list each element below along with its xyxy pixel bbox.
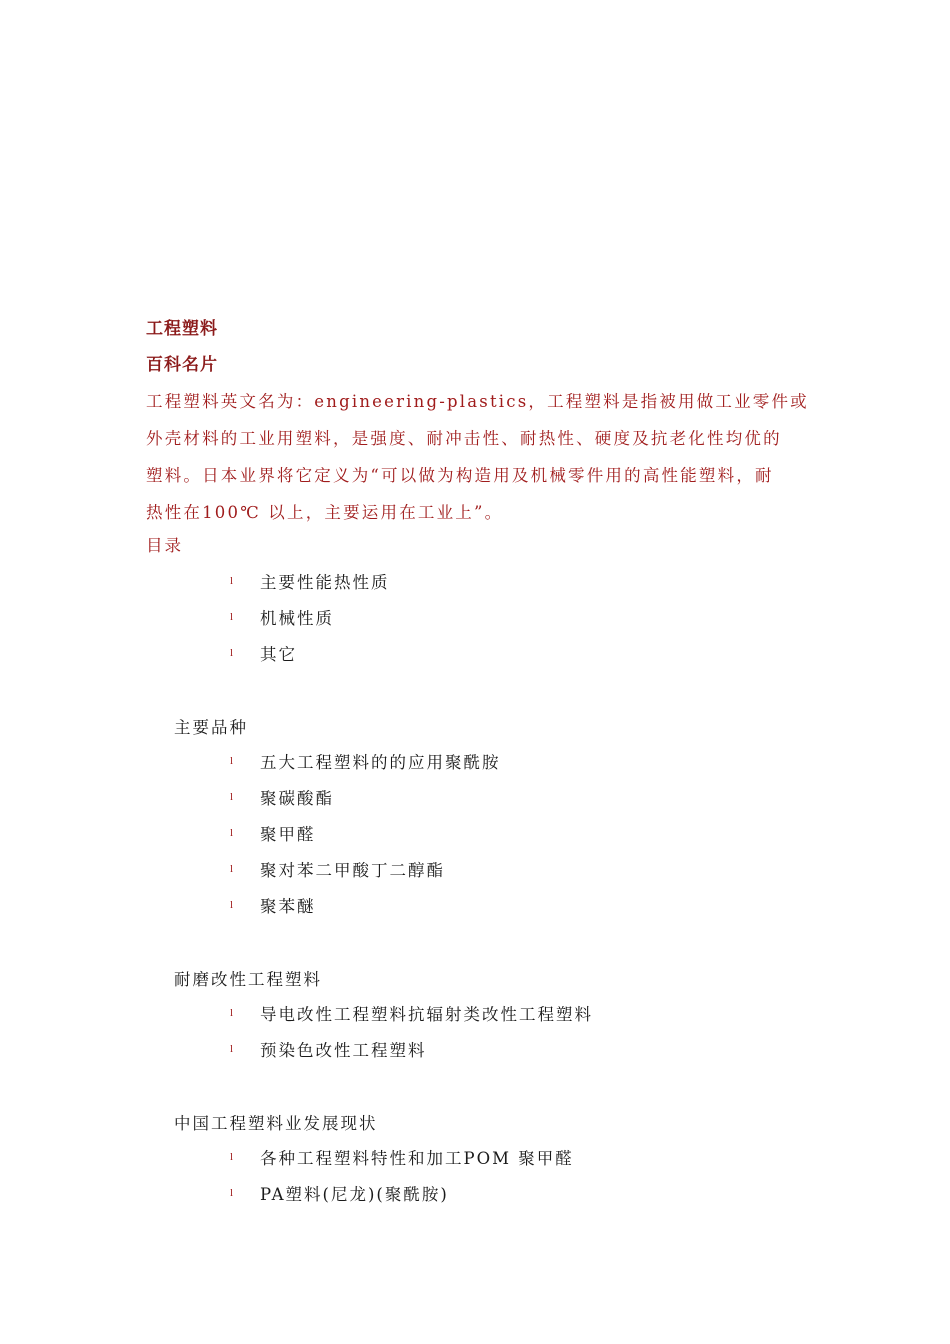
bullet-icon: l bbox=[230, 791, 234, 803]
bullet-icon: l bbox=[230, 1007, 234, 1019]
list-item[interactable] bbox=[230, 786, 334, 808]
toc-item-label: 机械性质 bbox=[260, 609, 334, 628]
bullet-icon: l bbox=[230, 899, 234, 911]
list-item-label: 聚碳酸酯 bbox=[260, 789, 334, 808]
list-item[interactable] bbox=[230, 822, 316, 844]
list-item[interactable] bbox=[230, 1146, 574, 1168]
list-item-label: 聚甲醛 bbox=[260, 825, 316, 844]
section-title[interactable]: 耐磨改性工程塑料 bbox=[174, 970, 322, 989]
section-title[interactable]: 主要品种 bbox=[174, 718, 248, 737]
list-item-label: 各种工程塑料特性和加工POM 聚甲醛 bbox=[260, 1149, 574, 1168]
toc-item[interactable] bbox=[230, 570, 390, 592]
list-item[interactable] bbox=[230, 1038, 427, 1060]
list-item-label: 五大工程塑料的的应用聚酰胺 bbox=[260, 753, 501, 772]
toc-item-label: 其它 bbox=[260, 645, 297, 664]
list-item[interactable] bbox=[230, 1002, 593, 1024]
bullet-icon: l bbox=[230, 1187, 234, 1199]
bullet-icon: l bbox=[230, 1043, 234, 1055]
list-item-label: 聚苯醚 bbox=[260, 897, 316, 916]
list-item-label: 导电改性工程塑料抗辐射类改性工程塑料 bbox=[260, 1005, 593, 1024]
list-item[interactable] bbox=[230, 1182, 449, 1204]
section-title[interactable]: 中国工程塑料业发展现状 bbox=[174, 1114, 378, 1133]
bullet-icon: l bbox=[230, 863, 234, 875]
list-item[interactable] bbox=[230, 858, 445, 880]
list-item-label: PA塑料(尼龙)(聚酰胺) bbox=[260, 1185, 449, 1204]
list-item-label: 聚对苯二甲酸丁二醇酯 bbox=[260, 861, 445, 880]
toc-item[interactable] bbox=[230, 642, 297, 664]
toc-item-label: 主要性能热性质 bbox=[260, 573, 390, 592]
list-item[interactable] bbox=[230, 894, 316, 916]
intro-line: 外壳材料的工业用塑料，是强度、耐冲击性、耐热性、硬度及抗老化性均优的 bbox=[146, 429, 782, 448]
bullet-icon: l bbox=[230, 755, 234, 767]
intro-line: 热性在100℃ 以上，主要运用在工业上”。 bbox=[146, 503, 504, 522]
list-item-label: 预染色改性工程塑料 bbox=[260, 1041, 427, 1060]
intro-line: 塑料。日本业界将它定义为“可以做为构造用及机械零件用的高性能塑料，耐 bbox=[146, 466, 774, 485]
bullet-icon: l bbox=[230, 647, 234, 659]
toc-item[interactable] bbox=[230, 606, 334, 628]
page-title: 工程塑料 bbox=[146, 319, 218, 339]
intro-line: 工程塑料英文名为：engineering-plastics，工程塑料是指被用做工业零件或 bbox=[146, 392, 809, 411]
bullet-icon: l bbox=[230, 827, 234, 839]
page-subtitle: 百科名片 bbox=[146, 355, 218, 375]
bullet-icon: l bbox=[230, 575, 234, 587]
bullet-icon: l bbox=[230, 1151, 234, 1163]
intro-paragraph bbox=[146, 383, 810, 531]
list-item[interactable] bbox=[230, 750, 501, 772]
bullet-icon: l bbox=[230, 611, 234, 623]
toc-label: 目录 bbox=[146, 536, 183, 555]
